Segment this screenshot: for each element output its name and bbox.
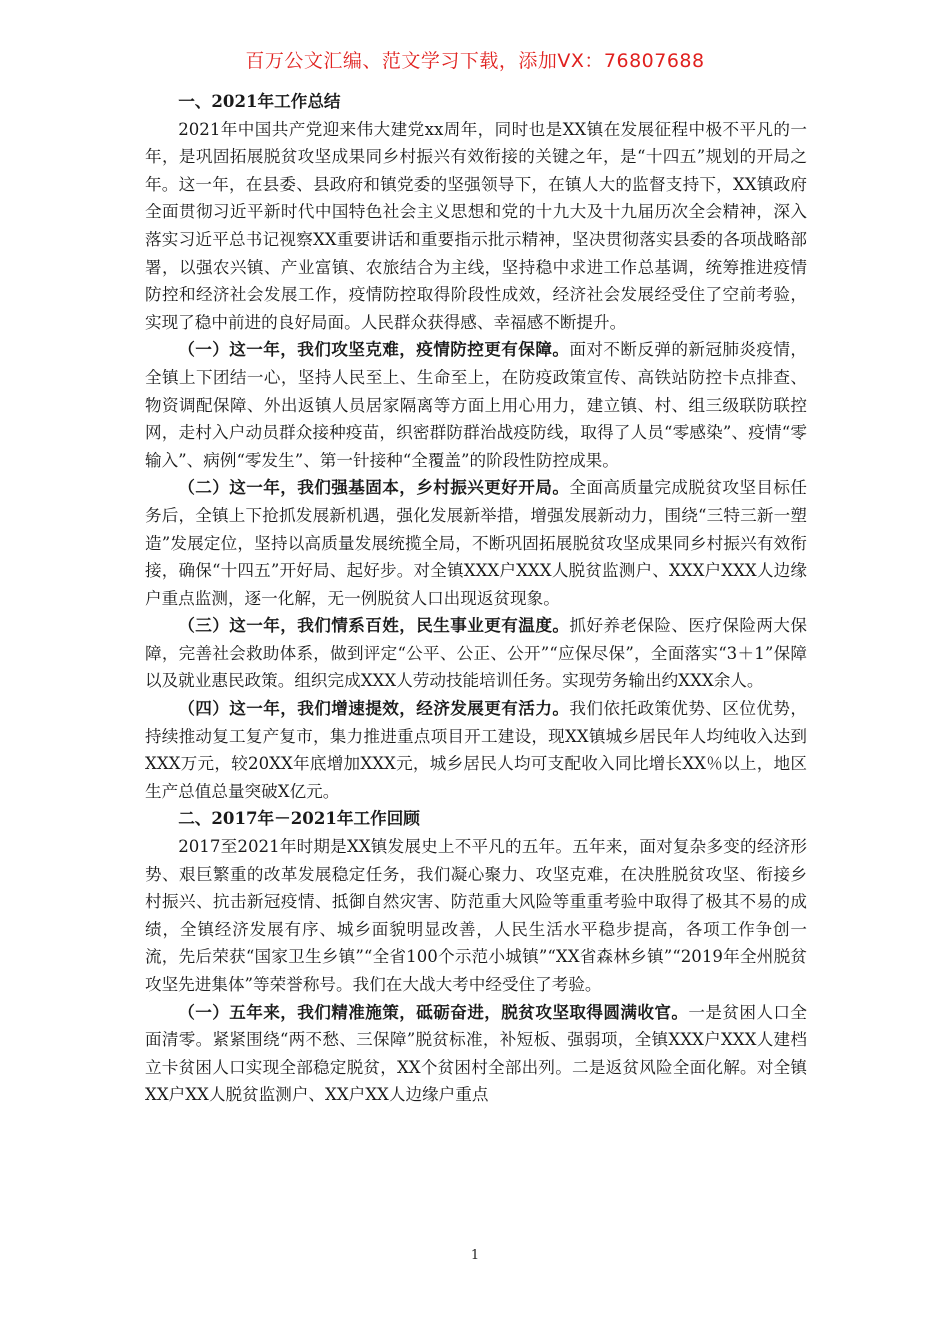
section-1-item-2 <box>145 474 807 612</box>
item-lead: （一）五年来，我们精准施策，砥砺奋进，脱贫攻坚取得圆满收官。 <box>178 1001 689 1022</box>
section-2-item-1 <box>145 999 807 1109</box>
header-banner: 百万公文汇编、范文学习下载，添加VX：76807688 <box>245 50 705 72</box>
item-text: 抓好养老保险、医疗保险两大保障，完善社会救助体系，做到评定“公平、公正、公开”“应保尽保”，全面落实“3＋1”保障以及就业惠民政策。组织完成XXX人劳动技能培训任务。实现劳务输出约XXX余人。 <box>145 616 808 691</box>
section-1-heading: 一、2021年工作总结 <box>178 91 341 111</box>
page-number: 1 <box>470 1248 480 1263</box>
section-2-intro: 2017至2021年时期是XX镇发展史上不平凡的五年。五年来，面对复杂多变的经济形势、艰巨繁重的改革发展稳定任务，我们凝心聚力、攻坚克难，在决胜脱贫攻坚、衔接乡村振兴、抗击新冠疫情、抵御自然灾害、防范重大风险等重重考验中取得了极其不易的成绩，全镇经济发展有序、城乡面貌明显改善，人民生活水平稳步提高，各项工作争创一流，先后荣获“国家卫生乡镇”“全省100个示范小城镇”“XX省森林乡镇”“2019年全州脱贫攻坚先进集体”等荣誉称号。我们在大战大考中经受住了考验。 <box>145 837 807 994</box>
section-1-item-4 <box>145 695 807 805</box>
item-lead: （二）这一年，我们强基固本，乡村振兴更好开局。 <box>178 477 570 498</box>
item-lead: （四）这一年，我们增速提效，经济发展更有活力。 <box>178 698 570 719</box>
section-2-heading: 二、2017年－2021年工作回顾 <box>178 808 420 829</box>
item-lead: （一）这一年，我们攻坚克难，疫情防控更有保障。 <box>178 339 570 360</box>
document-body <box>145 88 807 1109</box>
section-1-item-3 <box>145 612 807 695</box>
section-1-intro: 2021年中国共产党迎来伟大建党xx周年，同时也是XX镇在发展征程中极不平凡的一年，是巩固拓展脱贫攻坚成果同乡村振兴有效衔接的关键之年，是“十四五”规划的开局之年。这一年，在县委、县政府和镇党委的坚强领导下，在镇人大的监督支持下，XX镇政府全面贯彻习近平新时代中国特色社会主义思想和党的十九大及十九届历次全会精神，深入落实习近平总书记视察XX重要讲话和重要指示批示精神，坚决贯彻落实县委的各项战略部署，以强农兴镇、产业富镇、农旅结合为主线，坚持稳中求进工作总基调，统筹推进疫情防控和经济社会发展工作，疫情防控取得阶段性成效，经济社会发展经受住了空前考验，实现了稳中前进的良好局面。人民群众获得感、幸福感不断提升。 <box>145 119 807 332</box>
section-1-item-1 <box>145 336 807 474</box>
item-text: 我们依托政策优势、区位优势，持续推动复工复产复市，集力推进重点项目开工建设，现XX镇城乡居民年人均纯收入达到XXX万元，较20XX年底增加XXX元，城乡居民人均可支配收入同比增长XX％以上，地区生产总值总量突破X亿元。 <box>145 699 808 801</box>
item-lead: （三）这一年，我们情系百姓，民生事业更有温度。 <box>178 615 570 636</box>
item-text: 面对不断反弹的新冠肺炎疫情，全镇上下团结一心，坚持人民至上、生命至上，在防疫政策宣传、高铁站防控卡点排查、物资调配保障、外出返镇人员居家隔离等方面上用心用力，建立镇、村、组三级联防联控网，走村入户动员群众接种疫苗，织密群防群治战疫防线，取得了人员“零感染”、疫情“零输入”、病例“零发生”、第一针接种“全覆盖”的阶段性防控成果。 <box>145 340 808 470</box>
item-text: 一是贫困人口全面清零。紧紧围绕“两不愁、三保障”脱贫标准，补短板、强弱项，全镇XXX户XXX人建档立卡贫困人口实现全部稳定脱贫，XX个贫困村全部出列。二是返贫风险全面化解。对全镇XX户XX人脱贫监测户、XX户XX人边缘户重点 <box>145 1002 808 1105</box>
item-text: 全面高质量完成脱贫攻坚目标任务后，全镇上下抢抓发展新机遇，强化发展新举措，增强发展新动力，围绕“三特三新一塑造”发展定位，坚持以高质量发展统揽全局，不断巩固拓展脱贫攻坚成果同乡村振兴有效衔接，确保“十四五”开好局、起好步。对全镇XXX户XXX人脱贫监测户、XXX户XXX人边缘户重点监测，逐一化解，无一例脱贫人口出现返贫现象。 <box>145 478 808 608</box>
